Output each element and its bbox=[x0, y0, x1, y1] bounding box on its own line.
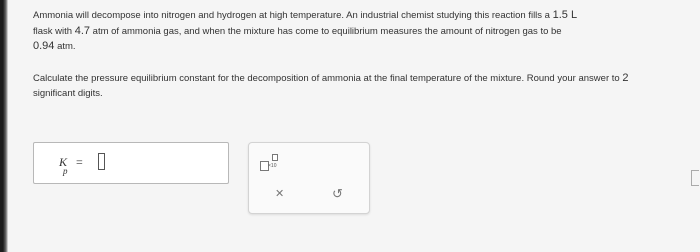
flask-volume: 1.5 L bbox=[552, 9, 578, 21]
exponent-box-icon bbox=[272, 154, 278, 161]
initial-pressure: 4.7 bbox=[74, 24, 91, 37]
scientific-notation-button[interactable] bbox=[260, 152, 284, 174]
k-subscript: p bbox=[63, 166, 68, 176]
problem-statement bbox=[33, 8, 673, 102]
answer-input[interactable] bbox=[98, 153, 105, 170]
sig-figs: 2 bbox=[622, 71, 629, 84]
k-symbol: K bbox=[59, 155, 68, 169]
times-ten-label: ×10 bbox=[268, 163, 277, 169]
nitrogen-pressure: 0.94 bbox=[33, 40, 55, 52]
window-left-edge bbox=[0, 0, 8, 252]
clear-button[interactable]: ✕ bbox=[275, 188, 285, 200]
equals-sign: = bbox=[76, 155, 83, 169]
undo-button[interactable]: ↺ bbox=[332, 186, 343, 201]
tool-panel bbox=[248, 142, 370, 214]
answer-box bbox=[33, 142, 229, 184]
problem-intro: Ammonia will decompose into nitrogen and hydrogen at high temperature. An industrial chemist studying this reaction fills a 1.5 L flask with 4.7 atm of ammonia gas, and when the mixture has come to equilibrium measures the amount of nitrogen gas to be 0.94 atm. bbox=[33, 9, 578, 52]
problem-question: Calculate the pressure equilibrium constant for the decomposition of ammonia at the final temperature of the mixture. Round your answer to 2 significant digits. bbox=[33, 71, 629, 99]
side-panel-edge bbox=[691, 170, 699, 186]
